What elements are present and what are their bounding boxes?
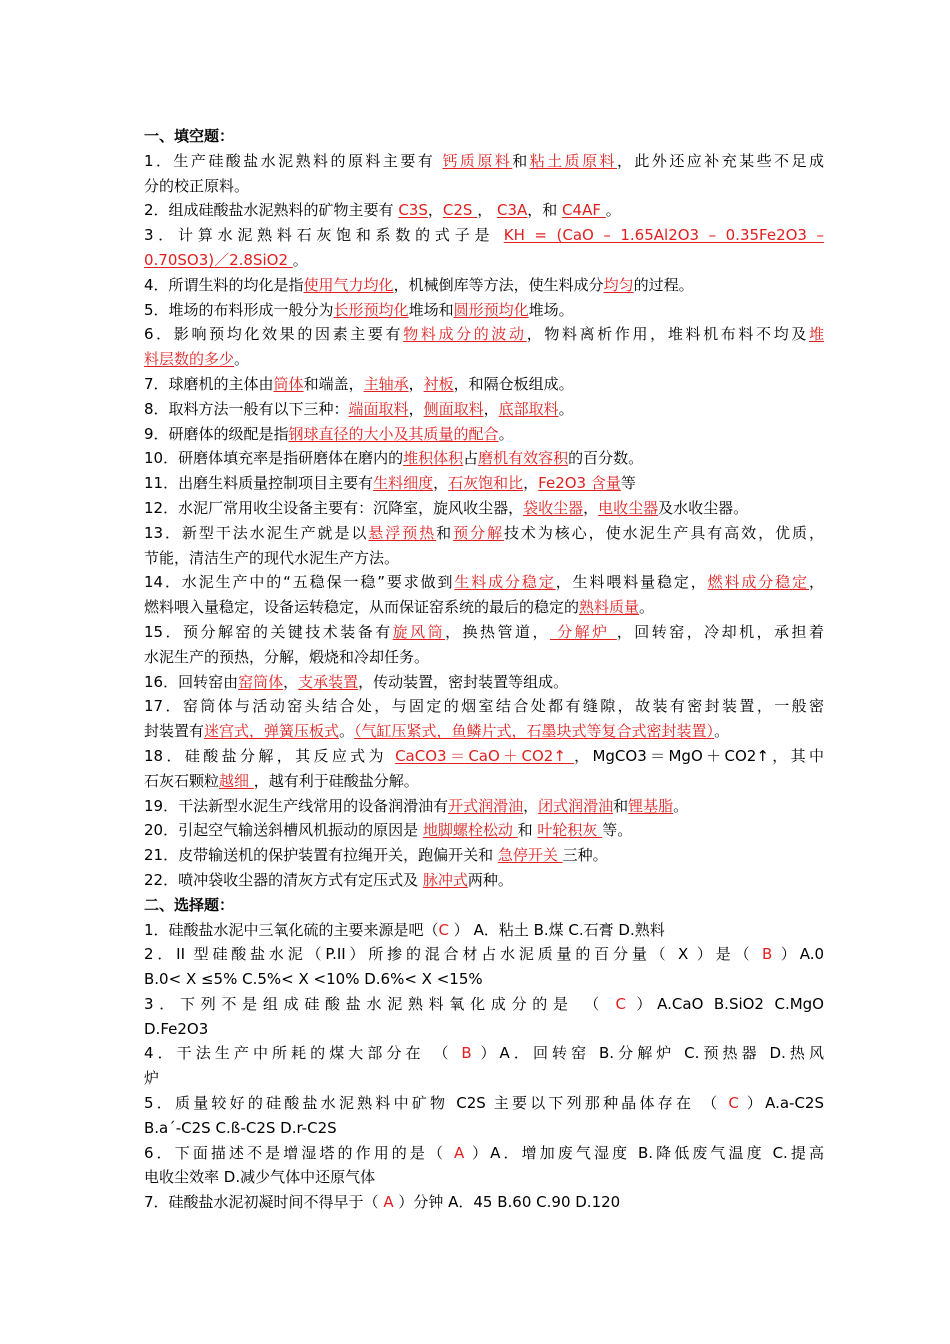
choice-question-2: 2．II 型硅酸盐水泥（P.II）所掺的混合材占水泥质量的百分量（ X ）是（ B ）A.0 [144,945,825,964]
answer-blank: 0.70SO3)／2.8SiO2 [144,250,293,269]
question-9: 9．研磨体的级配是指钢球直径的大小及其质量的配合。 [144,424,514,443]
question-19: 19．干法新型水泥生产线常用的设备润滑油有开式润滑油，闭式润滑油和锂基脂。 [144,796,689,815]
answer-blank: C3A [496,201,528,220]
question-14: 14．水泥生产中的“五稳保一稳”要求做到生料成分稳定，生料喂料量稳定，燃料成分稳定， [144,573,824,592]
answer-blank: 旋风筒 [392,622,446,641]
question-3-cont: 0.70SO3)／2.8SiO2 。 [144,250,308,269]
answer-blank: 堆 [808,325,824,344]
section-title-multiple-choice: 二、选择题： [144,895,235,914]
answer-blank: Fe2O3 含量 [538,474,621,493]
answer-blank: 底部取料 [498,399,559,418]
answer-blank: 生料成分稳定 [454,573,556,592]
question-17-cont: 封装置有迷宫式，弹簧压板式。（气缸压紧式，鱼鳞片式，石墨块式等复合式密封装置）。 [144,722,730,741]
answer-blank: （气缸压紧式，鱼鳞片式，石墨块式等复合式密封装置） [354,722,715,741]
answer-blank: 物料成分的波动 [403,325,527,344]
choice-question-2-options: B.0< X ≤5% C.5%< X <10% D.6%< X <15% [144,970,483,989]
question-15-cont: 水泥生产的预热，分解，煅烧和冷却任务。 [144,647,430,666]
answer-blank: 均匀 [603,275,634,294]
answer-blank: KH = (CaO – 1.65Al2O3 – 0.35Fe2O3 – [503,226,824,245]
answer-blank: 急停开关 [497,846,563,865]
question-20: 20．引起空气输送斜槽风机振动的原因是 地脚螺栓松动 和 叶轮积灰 等。 [144,821,633,840]
answer-blank: 石灰饱和比 [448,474,524,493]
choice-question-5-options: B.a´-C2S C.ß-C2S D.r-C2S [144,1118,337,1137]
question-22: 22．喷冲袋收尘器的清灰方式有定压式及 脉冲式两种。 [144,870,513,889]
answer-blank: 支承装置 [298,672,359,691]
choice-question-3-options: D.Fe2O3 [144,1019,209,1038]
answer-blank: 侧面取料 [423,399,484,418]
answer-blank: C3S [398,201,428,220]
answer-blank: CaCO3＝CaO＋CO2↑ [395,746,575,765]
question-11: 11．出磨生料质量控制项目主要有生料细度，石灰饱和比，Fe2O3 含量等 [144,474,636,493]
question-4: 4．所谓生料的均化是指使用气力均化，机械倒库等方法，使生料成分均匀的过程。 [144,275,694,294]
answer-blank: 钙质原料 [442,151,513,170]
question-8: 8．取料方法一般有以下三种：端面取料，侧面取料，底部取料。 [144,399,574,418]
choice-answer: B [761,945,773,964]
question-15: 15．预分解窑的关键技术装备有旋风筒，换热管道， 分解炉 ，回转窑，冷却机，承担着 [144,622,824,641]
answer-blank: C2S [442,201,478,220]
answer-blank: 磨机有效容积 [478,449,569,468]
question-16: 16．回转窑由窑筒体，支承装置，传动装置，密封装置等组成。 [144,672,569,691]
answer-blank: 开式润滑油 [448,796,524,815]
document-page [144,124,824,1215]
answer-blank: 分解炉 [549,622,617,641]
answer-blank: 主轴承 [363,374,409,393]
answer-blank: 端面取料 [348,399,409,418]
answer-blank: 堆积体积 [403,449,464,468]
choice-answer: A [383,1193,394,1212]
answer-blank: 钢球直径的大小及其质量的配合 [288,424,499,443]
choice-question-3: 3．下列不是组成硅酸盐水泥熟料氧化成分的是 （ C ）A.CaO B.SiO2 C.MgO [144,994,824,1013]
question-2: 2．组成硅酸盐水泥熟料的矿物主要有 C3S，C2S ， C3A，和 C4AF 。 [144,201,621,220]
question-7: 7．球磨机的主体由筒体和端盖，主轴承，衬板，和隔仓板组成。 [144,374,574,393]
answer-blank: 粘土质原料 [529,151,617,170]
question-13-cont: 节能，清洁生产的现代水泥生产方法。 [144,548,400,567]
answer-blank: 生料细度 [373,474,434,493]
question-3: 3．计算水泥熟料石灰饱和系数的式子是 KH = (CaO – 1.65Al2O3 – 0.35Fe2O3 – [144,226,824,245]
answer-blank: 熟料质量 [579,598,640,617]
answer-blank: 料层数的多少 [144,350,235,369]
answer-blank: 脉冲式 [422,870,468,889]
answer-blank: 燃料成分稳定 [707,573,809,592]
question-18: 18．硅酸盐分解，其反应式为 CaCO3＝CaO＋CO2↑ ，MgCO3＝MgO＋CO2↑，其中 [144,746,825,765]
answer-blank: 衬板 [423,374,454,393]
question-13: 13．新型干法水泥生产就是以悬浮预热和预分解技术为核心，使水泥生产具有高效，优质， [144,523,824,542]
question-17: 17．窑筒体与活动窑头结合处，与固定的烟室结合处都有缝隙，故装有密封装置，一般密 [144,697,824,716]
question-14-cont: 燃料喂入量稳定，设备运转稳定，从而保证窑系统的最后的稳定的熟料质量。 [144,598,655,617]
choice-answer: C [438,920,450,939]
answer-blank: 地脚螺栓松动 [422,821,518,840]
answer-blank: 迷宫式，弹簧压板式 [204,722,340,741]
question-1-cont: 分的校正原料。 [144,176,250,195]
choice-question-6: 6．下面描述不是增湿塔的作用的是（ A ）A．增加废气湿度 B.降低废气温度 C.提高 [144,1143,824,1162]
answer-blank: 预分解 [453,523,504,542]
choice-question-4: 4．干法生产中所耗的煤大部分在 （ B ）A．回转窑 B.分解炉 C.预热器 D.热风 [144,1044,824,1063]
answer-blank: 越细 [219,771,254,790]
answer-blank: 使用气力均化 [303,275,394,294]
section-title-fill-blank: 一、填空题： [144,127,235,145]
answer-blank: 长形预均化 [333,300,409,319]
answer-blank: 圆形预均化 [453,300,529,319]
choice-question-4-options: 炉 [144,1069,160,1088]
answer-blank: 筒体 [273,374,304,393]
question-10: 10．研磨体填充率是指研磨体在磨内的堆积体积占磨机有效容积的百分数。 [144,449,644,468]
answer-blank: 袋收尘器 [523,498,584,517]
answer-blank: 电收尘器 [598,498,659,517]
answer-blank: 锂基脂 [628,796,674,815]
answer-blank: 叶轮积灰 [537,821,603,840]
choice-question-6-options: 电收尘效率 D.减少气体中还原气体 [144,1168,376,1187]
choice-answer: C [615,994,626,1013]
question-18-cont: 石灰石颗粒越细 ，越有利于硅酸盐分解。 [144,771,419,790]
question-1: 1．生产硅酸盐水泥熟料的原料主要有 钙质原料和粘土质原料，此外还应补充某些不足成 [144,151,824,170]
question-5: 5．堆场的布料形成一般分为长形预均化堆场和圆形预均化堆场。 [144,300,574,319]
question-6-cont: 料层数的多少。 [144,350,250,369]
question-6: 6．影响预均化效果的因素主要有物料成分的波动，物料离析作用，堆料机布料不均及堆 [144,325,824,344]
question-12: 12．水泥厂常用收尘设备主要有：沉降室，旋风收尘器，袋收尘器，电收尘器及水收尘器。 [144,498,749,517]
question-21: 21．皮带输送机的保护装置有拉绳开关，跑偏开关和 急停开关 三种。 [144,846,608,865]
answer-blank: 窑筒体 [238,672,284,691]
choice-question-7: 7．硅酸盐水泥初凝时间不得早于（ A ）分钟 A．45 B.60 C.90 D.120 [144,1193,621,1212]
choice-answer: A [453,1143,465,1162]
choice-answer: B [461,1044,472,1063]
answer-blank: C4AF [562,201,606,220]
choice-question-1: 1．硅酸盐水泥中三氧化硫的主要来源是吧（C ） A．粘土 B.煤 C.石膏 D.熟料 [144,920,665,939]
choice-question-5: 5．质量较好的硅酸盐水泥熟料中矿物 C2S 主要以下列那种晶体存在 （ C ）A.a-C2S [144,1094,824,1113]
answer-blank: 闭式润滑油 [538,796,614,815]
answer-blank: 悬浮预热 [368,523,437,542]
choice-answer: C [728,1094,739,1113]
